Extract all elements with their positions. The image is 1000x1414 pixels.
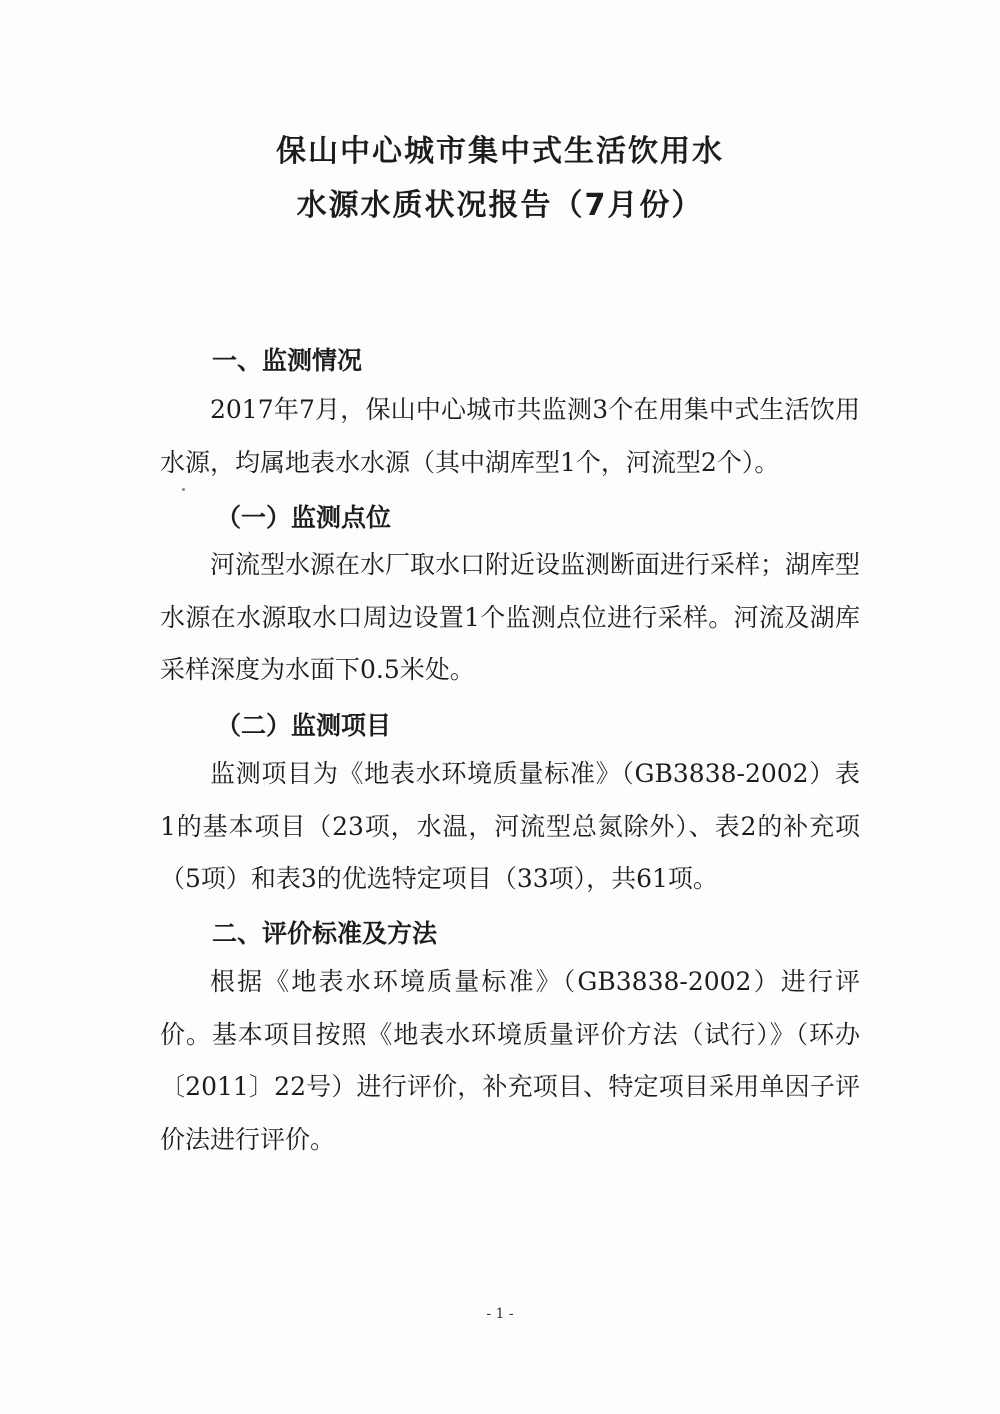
subsection-2-heading: （二）监测项目 [216,711,392,740]
subsection-1-paragraph: 河流型水源在水厂取水口附近设监测断面进行采样；湖库型水源在水源取水口周边设置1个监测点位进行采样。河流及湖库采样深度为水面下0.5米处。 [160,550,861,684]
subsection-2-paragraph: 监测项目为《地表水环境质量标准》（GB3838-2002）表1的基本项目（23项，水温，河流型总氮除外）、表2的补充项（5项）和表3的优选特定项目（33项），共61项。 [160,759,860,893]
page-number: - 1 - [486,1306,514,1322]
subsection-1-heading: （一）监测点位 [216,503,392,532]
section-1-heading: 一、监测情况 [212,346,363,375]
section-2-heading: 二、评价标准及方法 [212,919,438,948]
scan-speck [182,488,185,491]
section-1-paragraph: 2017年7月，保山中心城市共监测3个在用集中式生活饮用水源，均属地表水水源（其中湖库型1个，河流型2个）。 [160,395,860,477]
report-title-line-1: 保山中心城市集中式生活饮用水 [276,134,724,169]
report-title-line-2: 水源水质状况报告（7月份） [296,188,704,223]
section-2-paragraph: 根据《地表水环境质量标准》（GB3838-2002）进行评价。基本项目按照《地表水环境质量评价方法（试行）》（环办〔2011〕22号）进行评价，补充项目、特定项目采用单因子评价法进行评价。 [160,967,860,1154]
